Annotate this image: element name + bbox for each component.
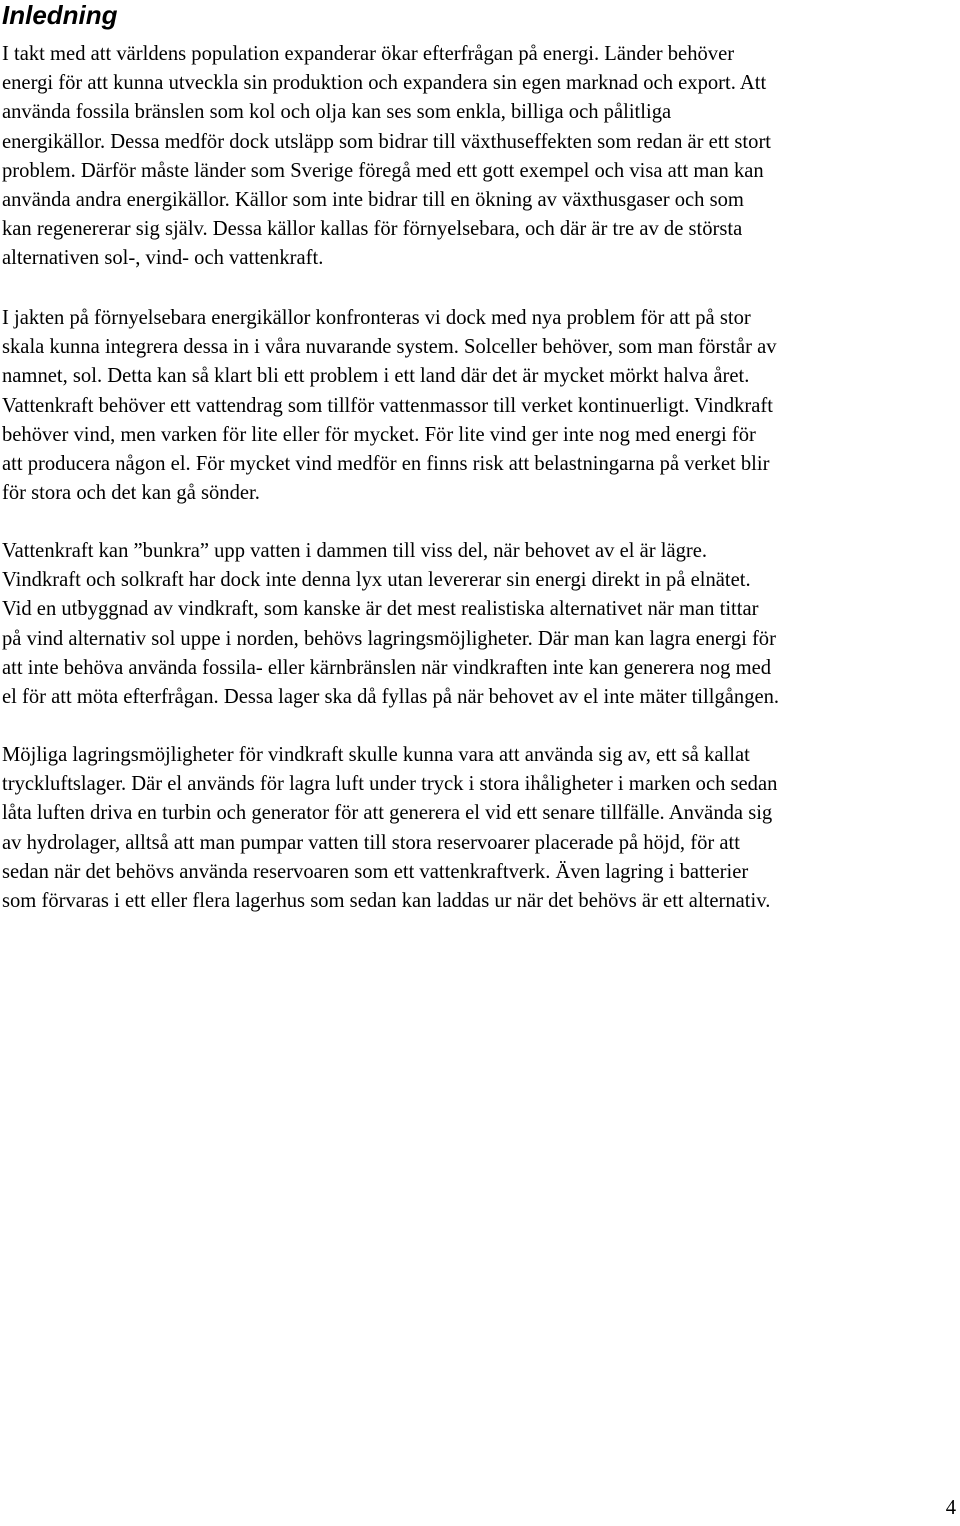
paragraph-line: kan regenererar sig själv. Dessa källor kallas för förnyelsebara, och där är tre av de största xyxy=(2,218,743,241)
paragraph-line: använda fossila bränslen som kol och olja kan ses som enkla, billiga och pålitliga xyxy=(2,101,672,124)
paragraph-line: I takt med att världens population expanderar ökar efterfrågan på energi. Länder behöver xyxy=(2,43,735,65)
paragraph-line: tryckluftslager. Där el används för lagra luft under tryck i stora ihåligheter i marken och sedan xyxy=(2,773,778,796)
paragraph-line: behöver vind, men varken för lite eller för mycket. För lite vind ger inte nog med energi för xyxy=(2,423,756,446)
paragraph-line: I jakten på förnyelsebara energikällor konfronteras vi dock med nya problem för att på stor xyxy=(2,307,751,329)
paragraph-line: el för att möta efterfrågan. Dessa lager ska då fyllas på när behovet av el inte mäter tillgången. xyxy=(2,686,780,709)
paragraph-line: skala kunna integrera dessa in i våra nuvarande system. Solceller behöver, som man förstår av xyxy=(2,336,777,359)
paragraph-line: problem. Därför måste länder som Sverige föregå med ett gott exempel och visa att man kan xyxy=(2,159,764,182)
paragraph-line: Vid en utbyggnad av vindkraft, som kanske är det mest realistiska alternativet när man tittar xyxy=(2,598,759,621)
paragraph-4 xyxy=(2,741,958,916)
paragraph-line: låta luften driva en turbin och generator för att generera el vid ett senare tillfälle. Använda sig xyxy=(2,802,773,825)
section-heading: Inledning xyxy=(2,0,118,30)
paragraph-line: för stora och det kan gå sönder. xyxy=(2,482,260,505)
paragraph-line: Vattenkraft behöver ett vattendrag som tillför vattenmassor till verket kontinuerligt. Vindkraft xyxy=(2,394,774,417)
paragraph-line: använda andra energikällor. Källor som inte bidrar till en ökning av växthusgaser och som xyxy=(2,189,744,212)
paragraph-line: att producera någon el. För mycket vind medför en finns risk att belastningarna på verket blir xyxy=(2,453,770,476)
paragraph-line: av hydrolager, alltså att man pumpar vatten till stora reservoarer placerade på höjd, för att xyxy=(2,831,740,854)
paragraph-line: Vindkraft och solkraft har dock inte denna lyx utan levererar sin energi direkt in på elnätet. xyxy=(2,569,751,592)
paragraph-line: alternativen sol-, vind- och vattenkraft. xyxy=(2,247,324,270)
paragraph-line: att inte behöva använda fossila- eller kärnbränslen när vindkraften inte kan generera nog med xyxy=(2,656,772,679)
paragraph-line: på vind alternativ sol uppe i norden, behövs lagringsmöjligheter. Där man kan lagra energi för xyxy=(2,627,776,650)
paragraph-line: sedan när det behövs använda reservoaren som ett vattenkraftverk. Även lagring i batterier xyxy=(2,860,749,883)
paragraph-line: namnet, sol. Detta kan så klart bli ett problem i ett land där det är mycket mörkt halva året. xyxy=(2,365,750,388)
paragraph-2 xyxy=(2,304,958,508)
paragraph-1 xyxy=(2,40,958,274)
page-number: 4 xyxy=(945,1497,956,1519)
paragraph-line: Vattenkraft kan ”bunkra” upp vatten i dammen till viss del, när behovet av el är lägre. xyxy=(2,540,708,562)
paragraph-line: energi för att kunna utveckla sin produktion och expandera sin egen marknad och export. Att xyxy=(2,72,767,95)
paragraph-line: energikällor. Dessa medför dock utsläpp som bidrar till växthuseffekten som redan är ett stort xyxy=(2,130,772,153)
paragraph-line: Möjliga lagringsmöjligheter för vindkraft skulle kunna vara att använda sig av, ett så kallat xyxy=(2,744,750,766)
paragraph-line: som förvaras i ett eller flera lagerhus som sedan kan laddas ur när det behövs är ett alternativ. xyxy=(2,890,771,913)
paragraph-3 xyxy=(2,537,958,712)
